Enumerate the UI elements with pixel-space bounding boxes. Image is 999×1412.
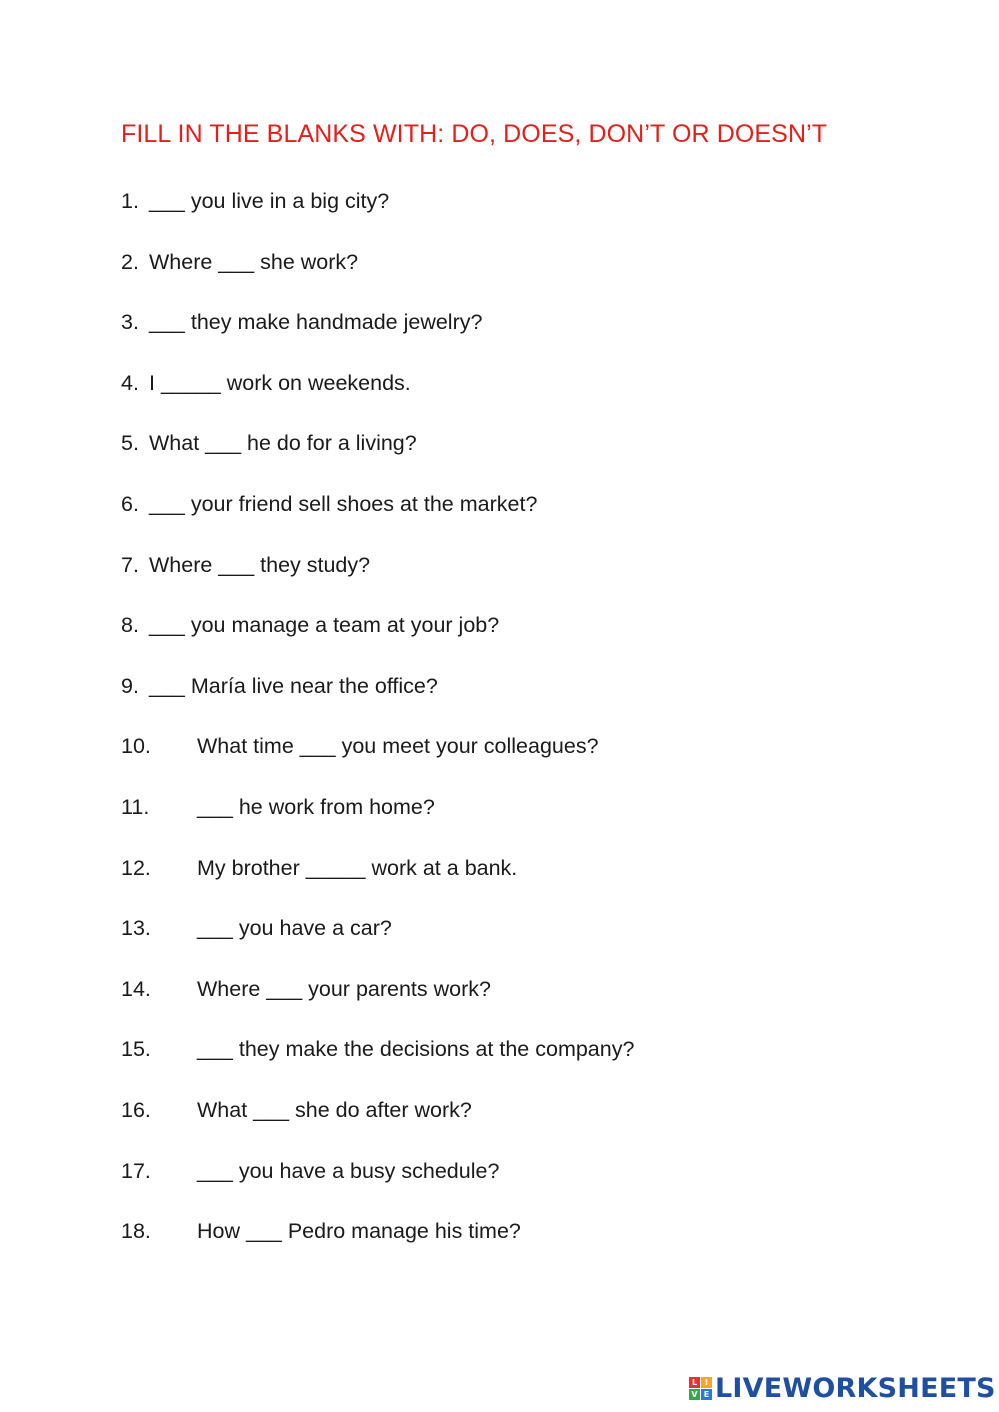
item-number: 6. xyxy=(121,492,139,516)
item-number: 5. xyxy=(121,431,139,456)
list-item xyxy=(121,186,389,216)
item-number: 1. xyxy=(121,189,139,213)
item-text: ___ they make handmade jewelry? xyxy=(149,310,483,335)
item-text: ___ they make the decisions at the company? xyxy=(197,1037,635,1062)
list-item xyxy=(121,1216,521,1246)
item-number: 10. xyxy=(121,734,151,759)
item-number: 11. xyxy=(121,795,150,819)
list-item xyxy=(121,368,411,398)
item-number: 3. xyxy=(121,310,139,335)
list-item xyxy=(121,792,435,822)
list-item xyxy=(121,974,491,1004)
logo-letter: L xyxy=(689,1377,700,1388)
item-text: ___ your friend sell shoes at the market? xyxy=(149,492,538,516)
item-text: ___ María live near the office? xyxy=(149,673,438,698)
item-number: 18. xyxy=(121,1219,151,1244)
item-number: 15. xyxy=(121,1037,151,1062)
list-item xyxy=(121,550,370,580)
item-text: How ___ Pedro manage his time? xyxy=(197,1219,521,1244)
list-item xyxy=(121,428,417,458)
item-text: Where ___ they study? xyxy=(149,552,371,577)
list-item xyxy=(121,1034,634,1064)
logo-icon xyxy=(689,1377,712,1400)
logo-letter: E xyxy=(701,1389,712,1400)
item-text: ___ you live in a big city? xyxy=(149,189,390,213)
item-number: 12. xyxy=(121,855,151,880)
item-number: 17. xyxy=(121,1158,151,1183)
item-text: What ___ he do for a living? xyxy=(149,431,417,456)
item-text: ___ you manage a team at your job? xyxy=(149,613,500,638)
item-number: 4. xyxy=(121,370,139,395)
item-text: Where ___ your parents work? xyxy=(197,976,491,1001)
item-text: Where ___ she work? xyxy=(149,249,359,274)
list-item xyxy=(121,307,482,337)
item-text: My brother _____ work at a bank. xyxy=(197,855,518,880)
item-number: 16. xyxy=(121,1098,151,1122)
liveworksheets-logo xyxy=(689,1372,996,1404)
item-text: I _____ work on weekends. xyxy=(149,370,411,395)
list-item xyxy=(121,610,499,640)
logo-letter: I xyxy=(701,1377,712,1388)
logo-letter: V xyxy=(689,1389,700,1400)
list-item xyxy=(121,671,438,701)
list-item xyxy=(121,1156,499,1186)
item-text: What time ___ you meet your colleagues? xyxy=(197,734,599,759)
item-text: ___ you have a car? xyxy=(197,916,392,941)
list-item xyxy=(121,853,517,883)
worksheet-title: FILL IN THE BLANKS WITH: DO, DOES, DON’T OR DOESN’T xyxy=(121,120,828,148)
list-item xyxy=(121,913,392,943)
item-number: 9. xyxy=(121,673,139,698)
item-number: 7. xyxy=(121,552,139,577)
item-number: 14. xyxy=(121,976,151,1001)
list-item xyxy=(121,1095,472,1125)
item-text: ___ he work from home? xyxy=(197,795,435,819)
list-item xyxy=(121,731,599,761)
list-item xyxy=(121,247,358,277)
logo-text: LIVEWORKSHEETS xyxy=(715,1372,996,1404)
item-number: 8. xyxy=(121,613,139,638)
item-text: What ___ she do after work? xyxy=(197,1098,472,1122)
item-number: 2. xyxy=(121,249,139,274)
item-number: 13. xyxy=(121,916,151,941)
item-text: ___ you have a busy schedule? xyxy=(197,1158,500,1183)
list-item xyxy=(121,489,537,519)
